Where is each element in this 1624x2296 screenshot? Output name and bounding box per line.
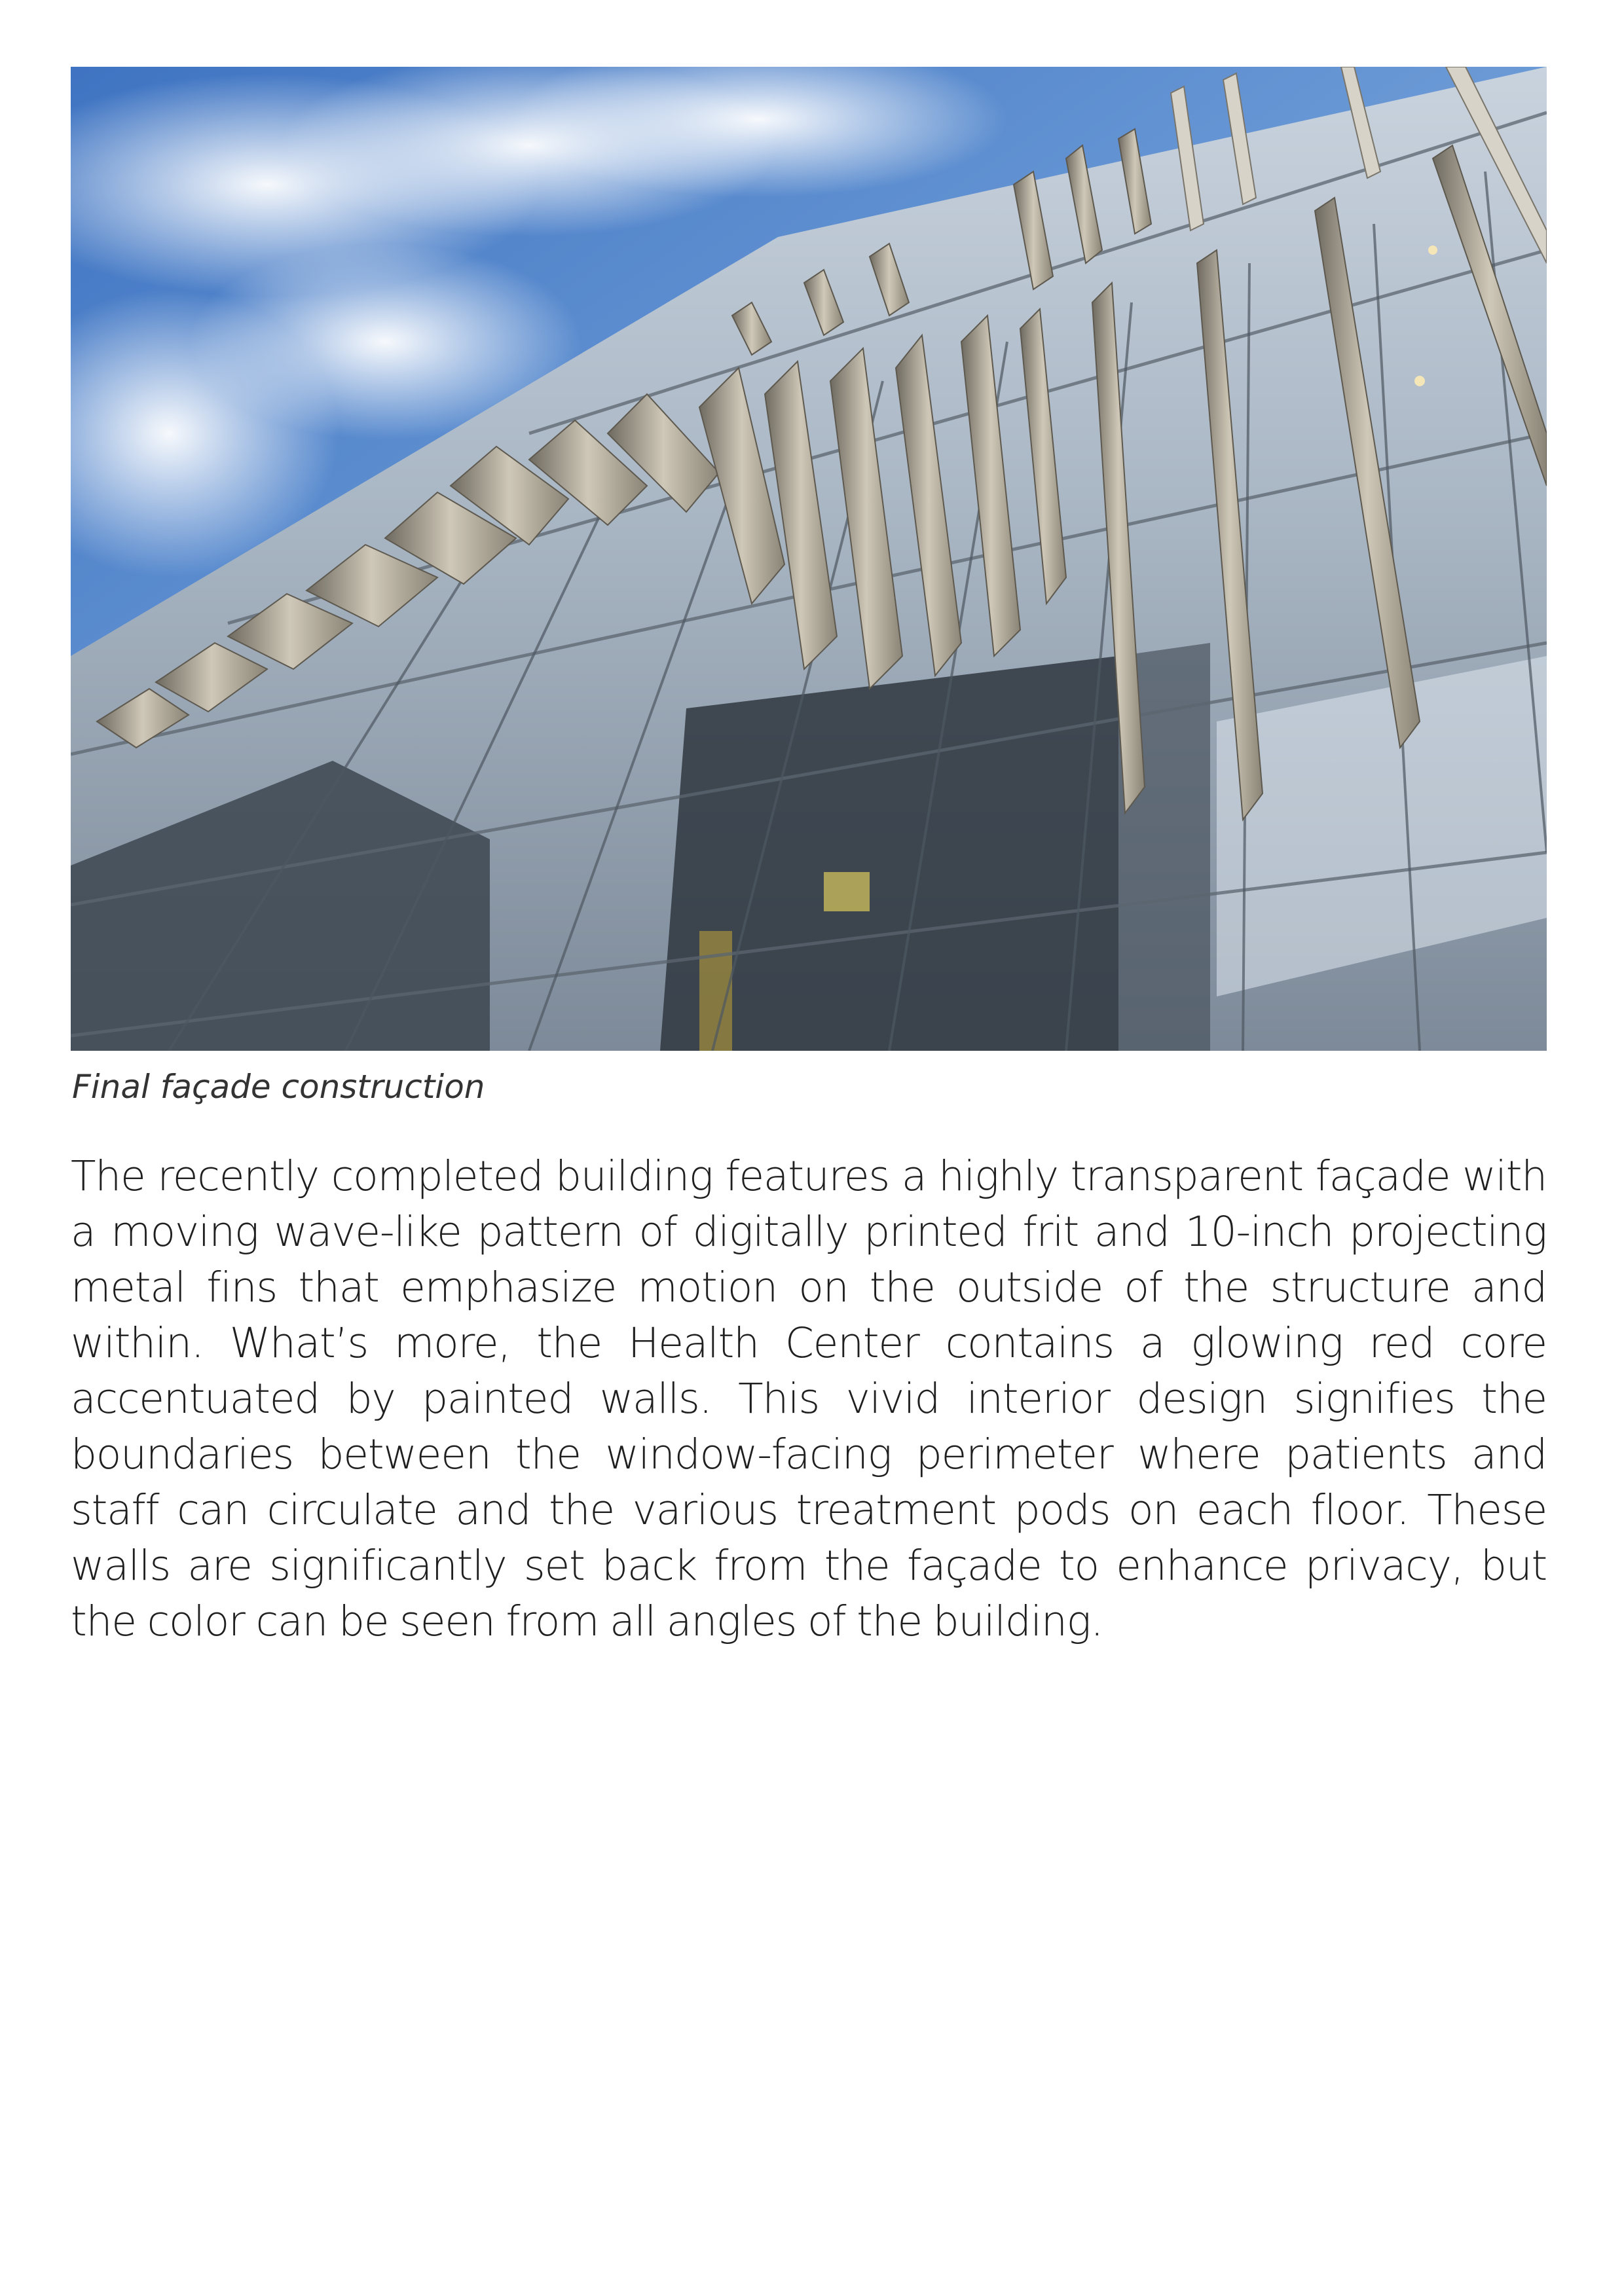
facade-photo [71, 67, 1547, 1051]
figure-caption: Final façade construction [72, 1068, 485, 1106]
body-paragraph: The recently completed building features a highly transparent façade with a moving wave-like pattern of digitally printed frit and 10-inch projecting metal fins that emphasize motion on the outside of the structure and within. What’s more, the Health Center contains a glowing red core accentuated by painted walls. This vivid interior design signifies the boundaries between the window-facing perimeter where patients and staff can circulate and the various treatment pods on each floor. These walls are significantly set back from the façade to enhance privacy, but the color can be seen from all angles of the building. [71, 1152, 1547, 1645]
